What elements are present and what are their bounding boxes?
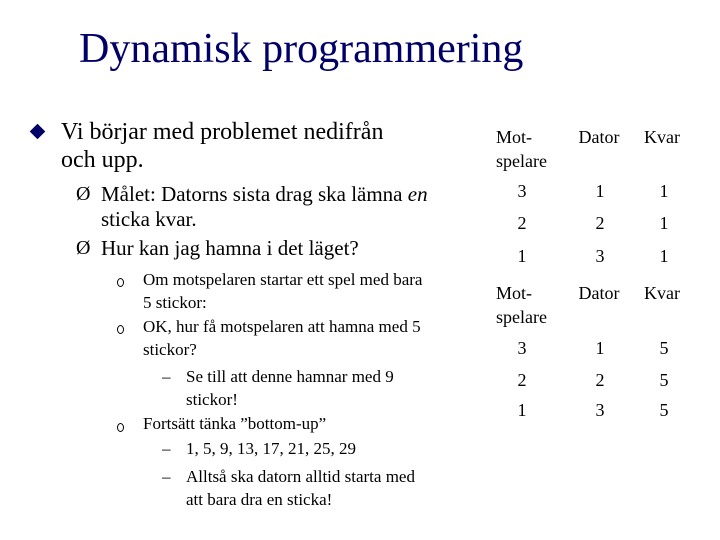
slide-title: Dynamisk programmering [79, 26, 524, 72]
circle-bullet-icon [117, 325, 124, 334]
table-cell: 1 [595, 181, 605, 201]
table-cell: 2 [517, 213, 527, 233]
table-cell: 3 [595, 246, 605, 266]
table-cell: 1 [659, 213, 669, 233]
table-cell: 5 [659, 400, 669, 420]
emphasis-text: en [407, 182, 428, 206]
l3-line: OK, hur få motspelaren att hamna med 5 [143, 317, 421, 336]
l4-line: Se till att denne hamnar med 9 [186, 367, 394, 386]
dash-bullet: – [162, 439, 171, 458]
sub-bullet-line [101, 182, 428, 207]
header-kvar: Kvar [644, 283, 680, 303]
table-cell: 1 [659, 181, 669, 201]
header-mot: Mot- [496, 283, 532, 303]
table-cell: 1 [517, 400, 527, 420]
l3-line: Om motspelaren startar ett spel med bara [143, 270, 423, 289]
l3-line: Fortsätt tänka ”bottom-up” [143, 414, 327, 433]
bullet-line: Vi börjar med problemet nedifrån [61, 119, 384, 145]
header-dator: Dator [578, 127, 620, 147]
dash-bullet: – [162, 467, 171, 486]
header-spelare: spelare [496, 151, 547, 171]
table-cell: 2 [595, 213, 605, 233]
arrow-bullet-icon: Ø [76, 237, 91, 259]
table-cell: 3 [517, 338, 527, 358]
dash-bullet: – [162, 367, 171, 386]
table-cell: 3 [595, 400, 605, 420]
table-cell: 1 [595, 338, 605, 358]
l4-line: 1, 5, 9, 13, 17, 21, 25, 29 [186, 439, 356, 458]
table-cell: 3 [517, 181, 527, 201]
circle-bullet-icon [117, 278, 124, 287]
l3-line: stickor? [143, 340, 197, 359]
l4-line: att bara dra en sticka! [186, 490, 333, 509]
circle-bullet-icon [117, 423, 124, 432]
sub-bullet-line: Hur kan jag hamna i det läget? [101, 236, 359, 260]
table-cell: 2 [595, 370, 605, 390]
arrow-bullet-icon: Ø [76, 183, 91, 205]
sub-bullet-text: Målet: Datorns sista drag ska lämna [101, 182, 408, 206]
header-spelare: spelare [496, 307, 547, 327]
header-kvar: Kvar [644, 127, 680, 147]
bullet-line: och upp. [61, 147, 144, 173]
l4-line: stickor! [186, 390, 238, 409]
table-cell: 2 [517, 370, 527, 390]
table-cell: 5 [659, 370, 669, 390]
table-cell: 1 [517, 246, 527, 266]
diamond-bullet-icon [30, 124, 46, 140]
sub-bullet-line: sticka kvar. [101, 207, 197, 231]
table-cell: 1 [659, 246, 669, 266]
l4-line: Alltså ska datorn alltid starta med [186, 467, 415, 486]
header-dator: Dator [578, 283, 620, 303]
table-cell: 5 [659, 338, 669, 358]
l3-line: 5 stickor: [143, 293, 207, 312]
header-mot: Mot- [496, 127, 532, 147]
